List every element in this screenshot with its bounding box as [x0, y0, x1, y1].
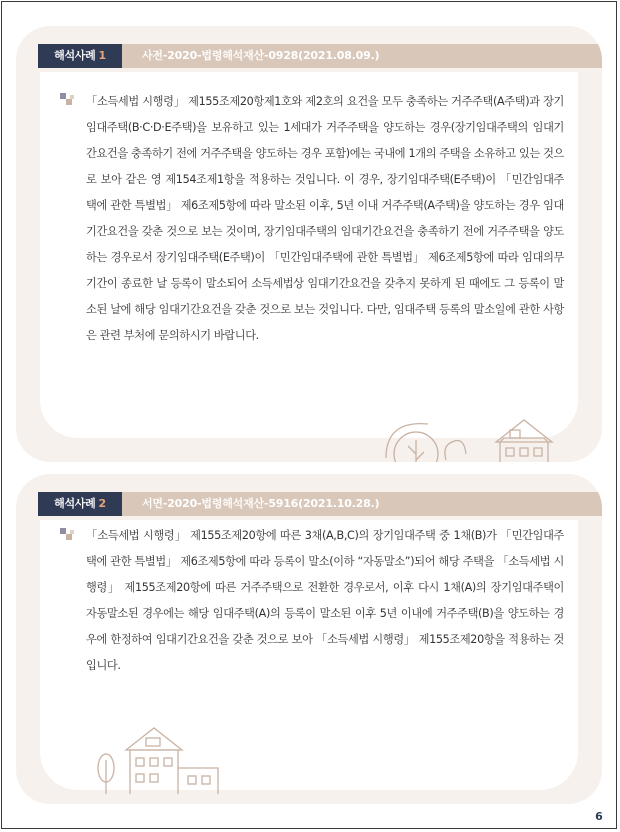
- page-number: 6: [586, 807, 612, 827]
- case-1-label: [38, 44, 122, 68]
- case-1-body: 「소득세법 시행령」 제155조제20항제1호와 제2호의 요건을 모두 충족하는 거주주택(A주택)과 장기임대주택(B·C·D·E주택)을 보유하고 있는 1세대가 거주주택을 양도하는 경우(장기임대주택의 임대기간요건을 충족하기 전에 거주주택을 양도하는 경우 포함)에는 국내에 1개의 주택을 소유하고 있는 것으로 보아 같은 영 제154조제1항을 적용하는 것입니다. 이 경우, 장기임대주택(E주택)이 「민간임대주택에 관한 특별법」 제6조제5항에 따라 말소된 이후, 5년 이내 거주주택(A주택)을 양도하는 경우 임대기간요건을 갖춘 것으로 보는 것이며, 장기임대주택의 임대기간요건을 충족하기 전에 거주주택을 양도하는 경우로서 장기임대주택(E주택)이 「민간임대주택에 관한 특별법」 제6조제5항에 따라 임대의무기간이 종료한 날 등록이 말소되어 소득세법상 임대기간요건을 갖추지 못하게 된 때에도 그 등록이 말소된 날에 해당 임대기간요건을 갖춘 것으로 보는 것입니다. 다만, 임대주택 등록의 말소일에 관한 사항은 관련 부처에 문의하시기 바랍니다.: [86, 95, 565, 342]
- case-2-header-bar: [38, 492, 602, 516]
- bullet-icon: [60, 93, 76, 107]
- house-illustration-icon: [380, 414, 580, 462]
- case-1-reference: 사전-2020-법령해석재산-0928(2021.08.09.): [142, 49, 380, 62]
- case-card-1: [16, 26, 602, 462]
- case-2-reference: 서면-2020-법령해석재산-5916(2021.10.28.): [142, 497, 380, 510]
- case-1-header-bar: [38, 44, 602, 68]
- tree-illustration-icon: [92, 724, 232, 794]
- case-2-label-text: 해석사례: [54, 497, 96, 510]
- case-1-label-text: 해석사례: [54, 49, 96, 62]
- bullet-icon: [60, 528, 76, 542]
- case-2-body: 「소득세법 시행령」 제155조제20항에 따른 3채(A,B,C)의 장기임대주택 중 1채(B)가 「민간임대주택에 관한 특별법」 제6조제5항에 따라 등록이 말소(이하 “자동말소”)되어 해당 주택을 「소득세법 시행령」 제155조제20항에 따른 거주주택으로 전환한 경우로서, 이후 다시 1채(A)의 장기임대주택이 자동말소된 경우에는 해당 임대주택(A)의 등록이 말소된 이후 5년 이내에 거주주택(B)을 양도하는 경우에 한정하여 임대기간요건을 갖춘 것으로 보아 「소득세법 시행령」 제155조제20항을 적용하는 것입니다.: [86, 529, 564, 672]
- case-2-label: [38, 492, 122, 516]
- case-card-2: [16, 474, 602, 804]
- case-2-number: 2: [98, 497, 106, 510]
- case-1-number: 1: [98, 49, 106, 62]
